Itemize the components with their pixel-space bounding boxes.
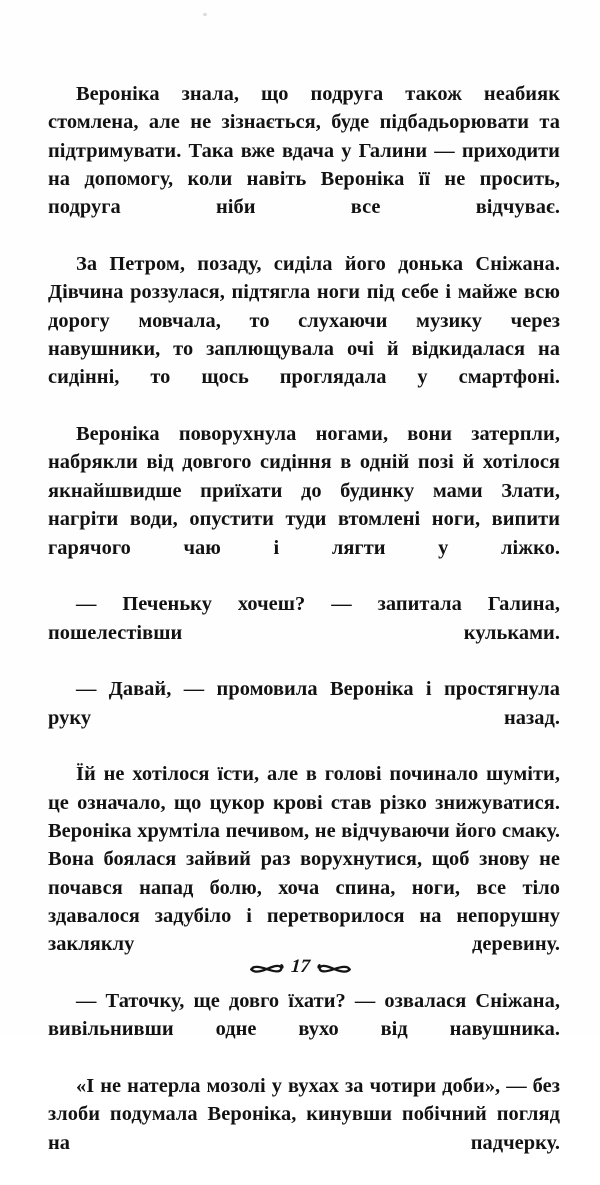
dialogue-line: — Таточку, ще довго їхати? — озвалася Сніжана, вивільнивши одне вухо від навушника. — [48, 990, 560, 1041]
folio-group — [248, 957, 353, 976]
page-footer — [0, 957, 600, 991]
paragraph: Вероніка знала, що подруга також неабияк стомлена, але не зізнається, буде підбадьорювати та підтримувати. Така вже вдача у Галини — приходити на допомогу, коли навіть Вероніка її не просить, подруга ніби все відчуває. — [48, 83, 560, 219]
page-text-block — [48, 80, 560, 1185]
dialogue-line: — Печеньку хочеш? — запитала Галина, пошелестівши кульками. — [48, 593, 560, 644]
paragraph: За Петром, позаду, сиділа його донька Сніжана. Дівчина роззулася, підтягла ноги під себе і майже всю дорогу мовчала, то слухаючи музику через навушники, то заплющувала очі й відкидалася на сидінні, то щось проглядала у смартфоні. — [48, 253, 560, 389]
flourish-swash-icon-right — [317, 958, 353, 976]
page-number: 17 — [289, 956, 311, 977]
scan-artifact-speck — [203, 13, 207, 16]
paragraph: Вероніка поворухнула ногами, вони затерпли, набрякли від довгого сидіння в одній позі й хотілося якнайшвидше приїхати до будинку мами Злати, нагріти води, опустити туди втомлені ноги, випити гарячого чаю і лягти у ліжко. — [48, 423, 560, 559]
dialogue-line: — Давай, — промовила Вероніка і простягнула руку назад. — [48, 678, 560, 729]
flourish-swash-icon-left — [248, 958, 284, 976]
paragraph: Їй не хотілося їсти, але в голові починало шуміти, це означало, що цукор крові став різко знижуватися. Вероніка хрумтіла печивом, не відчуваючи його смаку. Вона боялася зайвий раз ворухнутися, щоб знову не почався напад болю, хоча спина, ноги, все тіло здавалося задубіло і перетворилося на непорушну закляклу деревину. — [48, 763, 560, 956]
quoted-thought: «І не натерла мозолі у вухах за чотири доби», — без злоби подумала Вероніка, кинувши побічний погляд на падчерку. — [48, 1075, 560, 1154]
